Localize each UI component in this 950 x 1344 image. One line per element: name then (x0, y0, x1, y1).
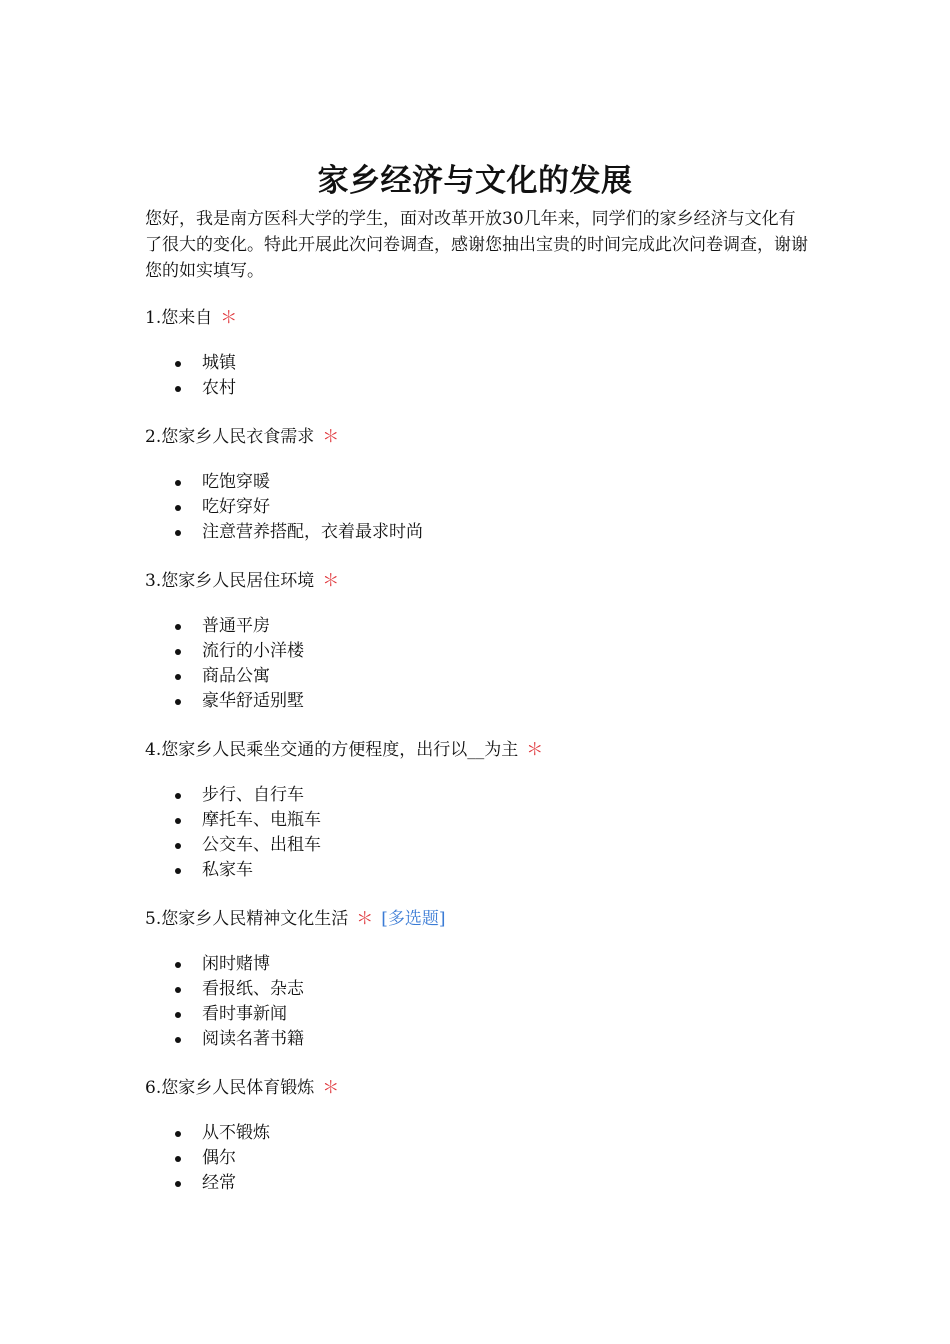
question-5 (145, 907, 446, 931)
required-mark: ＊ (220, 308, 238, 328)
bullet-icon (175, 818, 181, 824)
question-2 (145, 425, 339, 449)
bullet-icon (175, 843, 181, 849)
question-2-options (145, 470, 423, 545)
bullet-icon (175, 987, 181, 993)
question-4 (145, 738, 543, 762)
list-item[interactable]: 从不锻炼 (145, 1121, 270, 1146)
question-6-label: 6.您家乡人民体育锻炼 (145, 1078, 315, 1098)
list-item[interactable]: 偶尔 (145, 1146, 270, 1171)
required-mark: ＊ (322, 1078, 340, 1098)
required-mark: ＊ (322, 571, 340, 591)
required-mark: ＊ (356, 909, 374, 929)
intro-paragraph: 您好，我是南方医科大学的学生，面对改革开放30几年来，同学们的家乡经济与文化有了很大的变化。特此开展此次问卷调查，感谢您抽出宝贵的时间完成此次问卷调查，谢谢您的如实填写。 (145, 209, 808, 281)
list-item[interactable]: 摩托车、电瓶车 (145, 808, 321, 833)
required-mark: ＊ (526, 740, 544, 760)
question-2-label: 2.您家乡人民衣食需求 (145, 427, 315, 447)
bullet-icon (175, 1181, 181, 1187)
list-item[interactable]: 经常 (145, 1171, 270, 1196)
list-item[interactable]: 闲时赌博 (145, 952, 304, 977)
bullet-icon (175, 793, 181, 799)
question-3 (145, 569, 339, 593)
list-item[interactable]: 公交车、出租车 (145, 833, 321, 858)
bullet-icon (175, 868, 181, 874)
question-1-label: 1.您来自 (145, 308, 213, 328)
required-mark: ＊ (322, 427, 340, 447)
page-title: 家乡经济与文化的发展 (317, 162, 633, 199)
list-item[interactable]: 看时事新闻 (145, 1002, 304, 1027)
bullet-icon (175, 624, 181, 630)
list-item[interactable]: 豪华舒适别墅 (145, 689, 304, 714)
list-item[interactable]: 流行的小洋楼 (145, 639, 304, 664)
bullet-icon (175, 505, 181, 511)
bullet-icon (175, 1131, 181, 1137)
bullet-icon (175, 649, 181, 655)
question-4-label: 4.您家乡人民乘坐交通的方便程度，出行以__为主 (145, 740, 519, 760)
question-6-options (145, 1121, 270, 1196)
bullet-icon (175, 699, 181, 705)
bullet-icon (175, 1012, 181, 1018)
multi-select-tag: [多选题] (381, 909, 446, 929)
question-3-label: 3.您家乡人民居住环境 (145, 571, 315, 591)
list-item[interactable]: 看报纸、杂志 (145, 977, 304, 1002)
list-item[interactable]: 步行、自行车 (145, 783, 321, 808)
list-item[interactable]: 吃饱穿暖 (145, 470, 423, 495)
list-item[interactable]: 私家车 (145, 858, 321, 883)
question-4-options (145, 783, 321, 883)
bullet-icon (175, 386, 181, 392)
list-item[interactable]: 商品公寓 (145, 664, 304, 689)
question-6 (145, 1076, 339, 1100)
list-item[interactable]: 阅读名著书籍 (145, 1027, 304, 1052)
question-5-options (145, 952, 304, 1052)
bullet-icon (175, 480, 181, 486)
question-5-label: 5.您家乡人民精神文化生活 (145, 909, 349, 929)
list-item[interactable]: 吃好穿好 (145, 495, 423, 520)
bullet-icon (175, 1037, 181, 1043)
bullet-icon (175, 361, 181, 367)
bullet-icon (175, 1156, 181, 1162)
list-item[interactable]: 注意营养搭配，衣着最求时尚 (145, 520, 423, 545)
list-item[interactable]: 城镇 (145, 351, 236, 376)
list-item[interactable]: 普通平房 (145, 614, 304, 639)
bullet-icon (175, 530, 181, 536)
question-1-options (145, 351, 236, 401)
list-item[interactable]: 农村 (145, 376, 236, 401)
question-3-options (145, 614, 304, 714)
bullet-icon (175, 674, 181, 680)
question-1 (145, 306, 237, 330)
bullet-icon (175, 962, 181, 968)
